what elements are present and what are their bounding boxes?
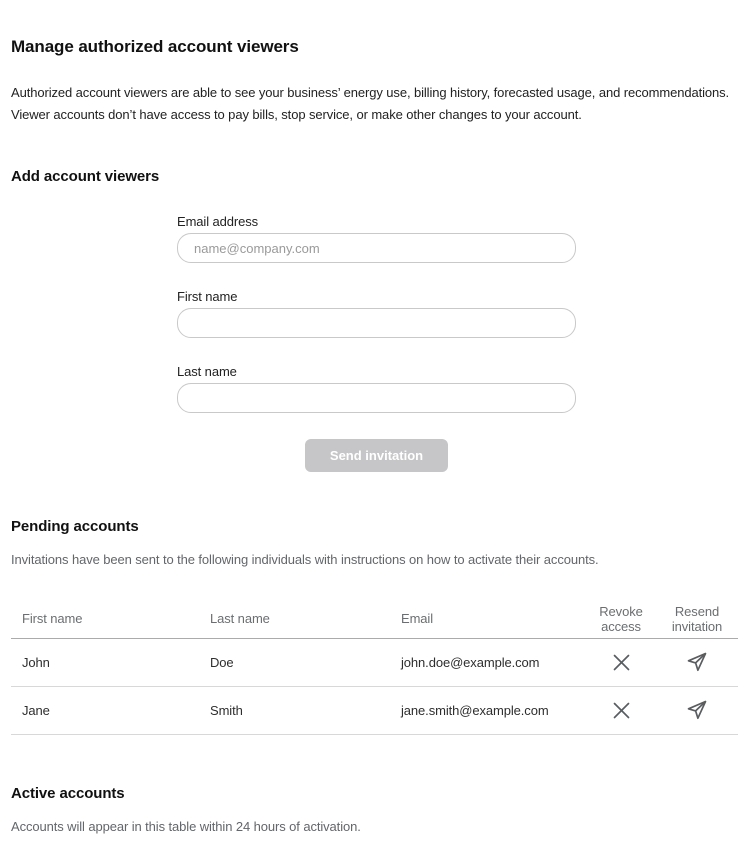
last-name-field-group <box>177 364 576 413</box>
pending-accounts-table <box>11 600 738 735</box>
add-viewer-form <box>177 214 576 472</box>
last-name-field-label: Last name <box>177 364 237 379</box>
paper-plane-icon <box>684 649 710 675</box>
cell-last-name: Doe <box>210 638 401 686</box>
column-header-last-name: Last name <box>210 600 401 638</box>
pending-accounts-description: Invitations have been sent to the following individuals with instructions on how to activate their accounts. <box>11 552 599 567</box>
x-icon <box>611 700 632 721</box>
column-header-email: Email <box>401 600 586 638</box>
cell-email: jane.smith@example.com <box>401 686 586 734</box>
first-name-field-label: First name <box>177 289 238 304</box>
column-header-first-name: First name <box>11 600 210 638</box>
cell-email: john.doe@example.com <box>401 638 586 686</box>
first-name-field[interactable] <box>177 308 576 338</box>
email-field-group <box>177 214 576 263</box>
column-header-resend-invitation: Resend invitation <box>656 600 738 638</box>
paper-plane-icon <box>684 697 710 723</box>
page-intro-text: Authorized account viewers are able to see your business’ energy use, billing history, forecasted usage, and recommendations. Viewer accounts don’t have access to pay bills, stop service, or make other changes to your account. <box>11 85 730 122</box>
pending-accounts-heading: Pending accounts <box>11 518 139 535</box>
page-title: Manage authorized account viewers <box>11 37 299 56</box>
column-header-revoke-access: Revoke access <box>586 600 656 638</box>
add-account-viewers-heading: Add account viewers <box>11 168 160 185</box>
email-field[interactable] <box>177 233 576 263</box>
active-accounts-heading: Active accounts <box>11 784 125 802</box>
send-invitation-button[interactable]: Send invitation <box>305 439 448 472</box>
first-name-field-group <box>177 289 576 338</box>
email-field-label: Email address <box>177 214 259 229</box>
table-row <box>11 638 738 686</box>
last-name-field[interactable] <box>177 383 576 413</box>
submit-button-row <box>177 439 576 472</box>
table-row <box>11 686 738 734</box>
cell-first-name: John <box>11 638 210 686</box>
table-header-row <box>11 600 738 638</box>
revoke-access-button[interactable] <box>609 698 634 723</box>
cell-first-name: Jane <box>11 686 210 734</box>
cell-last-name: Smith <box>210 686 401 734</box>
revoke-access-button[interactable] <box>609 650 634 675</box>
resend-invitation-button[interactable] <box>682 695 712 725</box>
active-accounts-description: Accounts will appear in this table within 24 hours of activation. <box>11 818 361 834</box>
resend-invitation-button[interactable] <box>682 647 712 677</box>
x-icon <box>611 652 632 673</box>
manage-viewers-page <box>0 36 749 867</box>
